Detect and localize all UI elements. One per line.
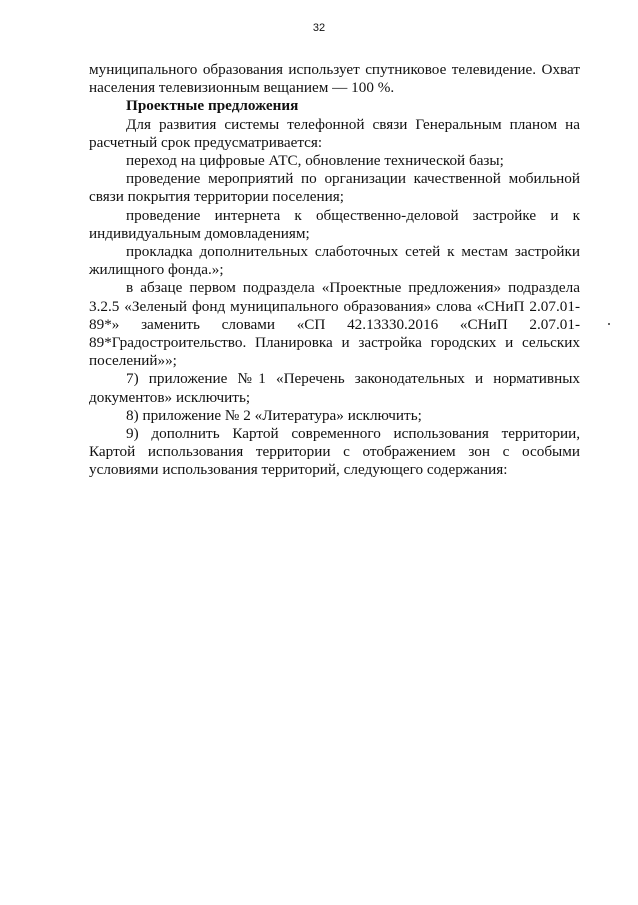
- paragraph: переход на цифровые АТС, обновление технической базы;: [126, 152, 504, 170]
- paragraph: 8) приложение № 2 «Литература» исключить;: [126, 406, 422, 424]
- page-number: 32: [312, 22, 326, 34]
- section-heading: Проектные предложения: [126, 97, 299, 115]
- paragraph: в абзаце первом подраздела «Проектные предложения» подраздела 3.2.5 «Зеленый фонд муниципального образования» слова «СНиП 2.07.01-89*» заменить словами «СП 42.13330.2016 «СНиП 2.07.01-89*Градостроительство. Планировка и застройка городских и сельских поселений»»;: [89, 279, 580, 370]
- paragraph: 7) приложение №1 «Перечень законодательных и нормативных документов» исключить;: [89, 370, 580, 406]
- scan-artifact-dot: [608, 323, 610, 325]
- document-body: [89, 61, 580, 480]
- paragraph-continuation: муниципального образования использует спутниковое телевидение. Охват населения телевизионным вещанием — 100 %.: [89, 61, 580, 97]
- paragraph: 9) дополнить Картой современного использования территории, Картой использования территории с отображением зон с особыми условиями использования территорий, следующего содержания:: [89, 425, 580, 479]
- paragraph: Для развития системы телефонной связи Генеральным планом на расчетный срок предусматривается:: [89, 115, 580, 151]
- paragraph: проведение мероприятий по организации качественной мобильной связи покрытия территории поселения;: [89, 170, 580, 206]
- paragraph: проведение интернета к общественно-деловой застройке и к индивидуальным домовладениям;: [89, 206, 580, 242]
- paragraph: прокладка дополнительных слаботочных сетей к местам застройки жилищного фонда.»;: [89, 243, 580, 279]
